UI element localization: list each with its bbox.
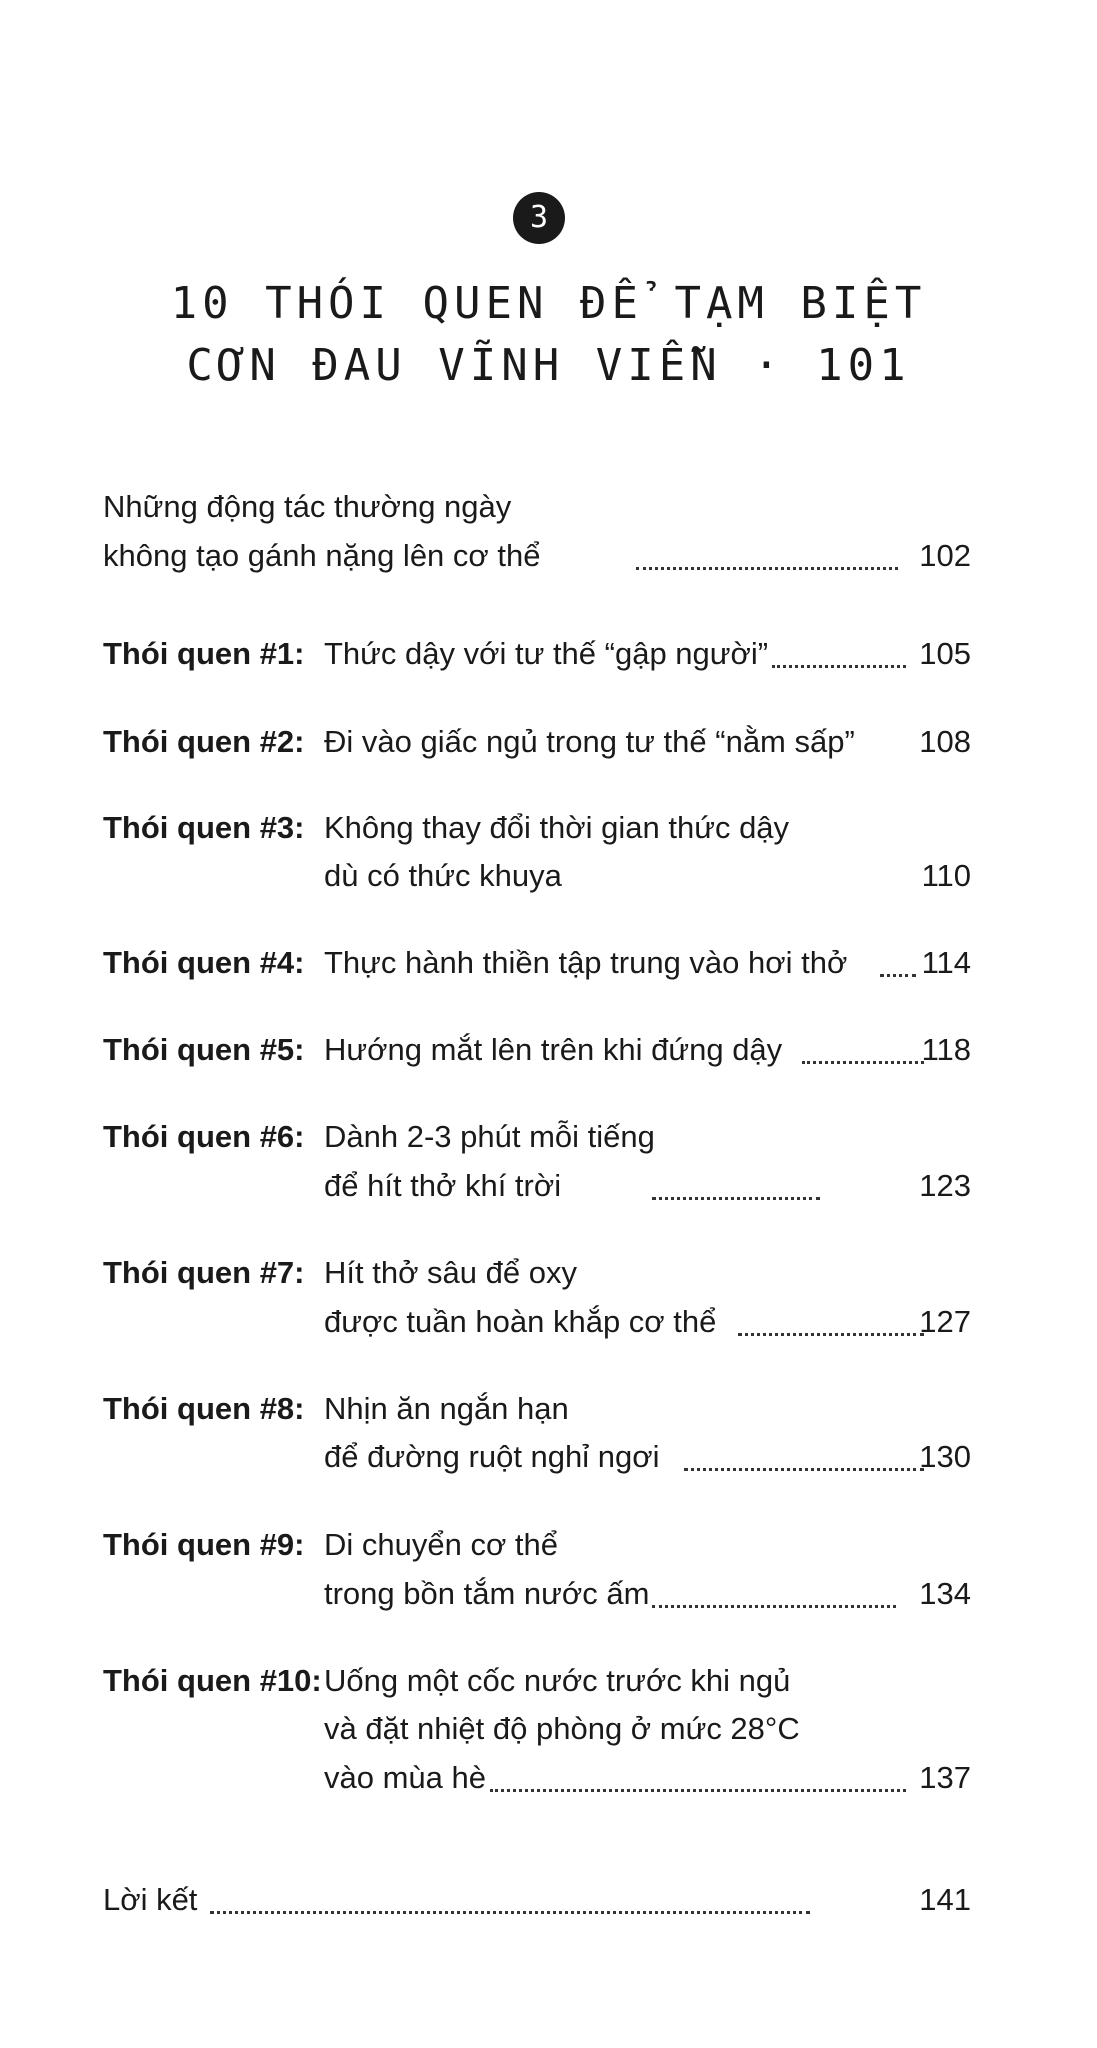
habit-5-label: Thói quen #5: [103,1032,305,1067]
toc-leader [636,567,898,570]
toc-leader [738,1333,924,1336]
toc-leader [490,1789,906,1792]
habit-5-title: Hướng mắt lên trên khi đứng dậy [324,1032,783,1067]
toc-leader [880,974,916,977]
habit-10-page-number: 137 [919,1760,971,1795]
habit-3-page-number: 110 [921,858,971,893]
toc-leader [652,1197,820,1200]
habit-1-label: Thói quen #1: [103,636,305,671]
habit-1-page-number: 105 [919,636,971,671]
chapter-title-line-2: CƠN ĐAU VĨNH VIỄN · 101 [186,340,911,391]
toc-leader [684,1468,924,1471]
habit-9-title-line-2: trong bồn tắm nước ấm [324,1576,650,1611]
habit-6-label: Thói quen #6: [103,1119,305,1154]
habit-2-label: Thói quen #2: [103,724,305,759]
habit-9-page-number: 134 [919,1576,971,1611]
habit-8-title-line-2: để đường ruột nghỉ ngơi [324,1439,660,1474]
habit-4-page-number: 114 [921,945,971,980]
habit-9-title-line-1: Di chuyển cơ thể [324,1527,558,1562]
toc-leader [802,1061,924,1064]
habit-3-title-line-2: dù có thức khuya [324,858,562,893]
intro-title-line-2: không tạo gánh nặng lên cơ thể [103,538,541,573]
intro-title-line-1: Những động tác thường ngày [103,489,512,524]
habit-7-title-line-1: Hít thở sâu để oxy [324,1255,577,1290]
chapter-number-badge: 3 [513,192,565,244]
intro-page-number: 102 [919,538,971,573]
epilogue-page-number: 141 [919,1882,971,1917]
habit-6-title-line-2: để hít thở khí trời [324,1168,562,1203]
toc-leader [210,1911,810,1914]
habit-3-title-line-1: Không thay đổi thời gian thức dậy [324,810,790,845]
toc-leader [652,1605,896,1608]
habit-2-title: Đi vào giấc ngủ trong tư thế “nằm sấp” [324,724,855,759]
habit-7-page-number: 127 [919,1304,971,1339]
habit-7-label: Thói quen #7: [103,1255,305,1290]
habit-9-label: Thói quen #9: [103,1527,305,1562]
habit-5-page-number: 118 [921,1032,971,1067]
habit-2-page-number: 108 [919,724,971,759]
habit-6-page-number: 123 [919,1168,971,1203]
toc-leader [772,665,906,668]
habit-10-title-line-3: vào mùa hè [324,1760,486,1795]
habit-4-label: Thói quen #4: [103,945,305,980]
habit-3-label: Thói quen #3: [103,810,305,845]
habit-1-title: Thức dậy với tư thế “gập người” [324,636,769,671]
habit-10-label: Thói quen #10: [103,1663,322,1698]
habit-7-title-line-2: được tuần hoàn khắp cơ thể [324,1304,717,1339]
habit-10-title-line-1: Uống một cốc nước trước khi ngủ [324,1663,791,1698]
habit-4-title: Thực hành thiền tập trung vào hơi thở [324,945,848,980]
chapter-title-line-1: 10 THÓI QUEN ĐỂ TẠM BIỆT [170,278,927,329]
habit-8-page-number: 130 [919,1439,971,1474]
habit-10-title-line-2: và đặt nhiệt độ phòng ở mức 28°C [324,1711,800,1746]
habit-6-title-line-1: Dành 2-3 phút mỗi tiếng [324,1119,655,1154]
habit-8-title-line-1: Nhịn ăn ngắn hạn [324,1391,569,1426]
habit-8-label: Thói quen #8: [103,1391,305,1426]
epilogue-title: Lời kết [103,1882,198,1917]
